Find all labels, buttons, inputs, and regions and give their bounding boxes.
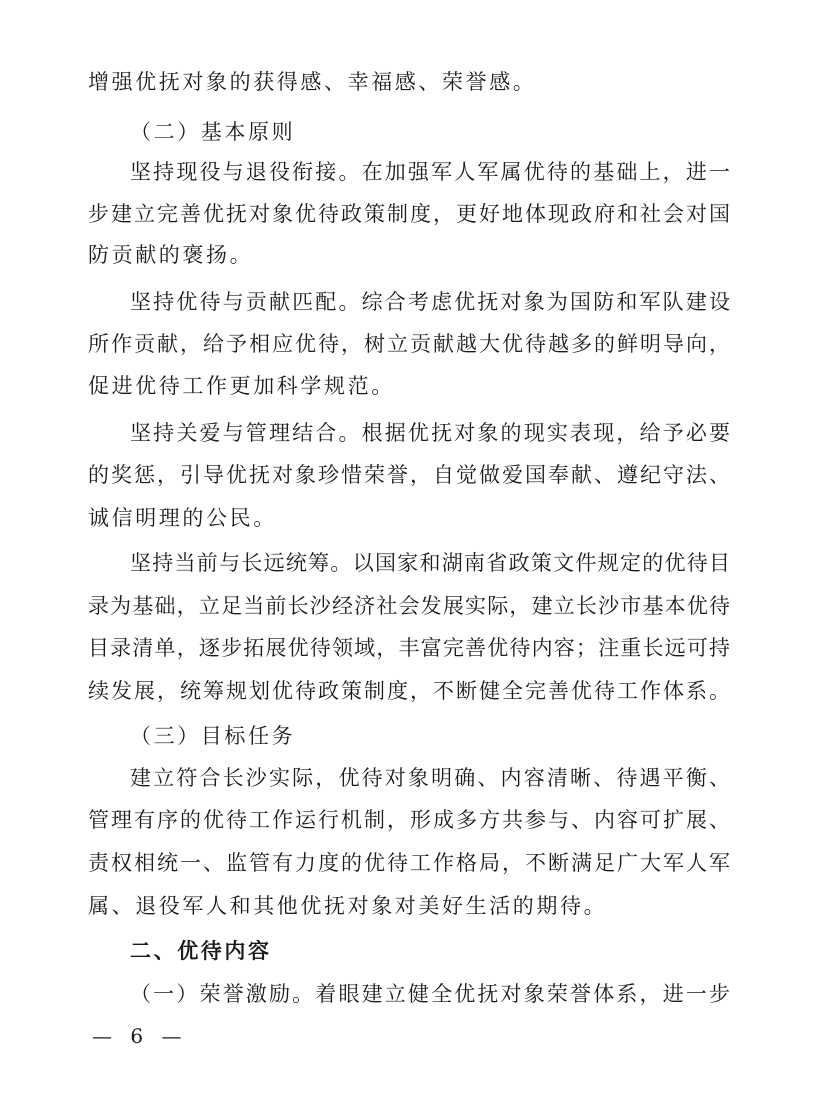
paragraph-line: 坚持优待与贡献匹配。综合考虑优抚对象为国防和军队建设 <box>130 290 730 314</box>
paragraph-line: 属、退役军人和其他优抚对象对美好生活的期待。 <box>88 894 608 918</box>
paragraph-line: 续发展，统筹规划优待政策制度，不断健全完善优待工作体系。 <box>88 679 730 703</box>
paragraph-line: 坚持当前与长远统筹。以国家和湖南省政策文件规定的优待目 <box>130 551 730 575</box>
paragraph-line: 步建立完善优抚对象优待政策制度，更好地体现政府和社会对国 <box>88 202 730 226</box>
chapter-heading-benefits: 二、优待内容 <box>130 939 272 963</box>
paragraph-line: 防贡献的褒扬。 <box>88 243 254 267</box>
paragraph-line: 增强优抚对象的获得感、幸福感、荣誉感。 <box>88 70 537 94</box>
paragraph-line: 录为基础，立足当前长沙经济社会发展实际，建立长沙市基本优待 <box>88 594 730 618</box>
paragraph-line: 所作贡献，给予相应优待，树立贡献越大优待越多的鲜明导向， <box>88 332 730 356</box>
paragraph-line: 坚持现役与退役衔接。在加强军人军属优待的基础上，进一 <box>130 160 730 184</box>
paragraph-line: （一）荣誉激励。着眼建立健全优抚对象荣誉体系，进一步 <box>130 982 730 1006</box>
paragraph-line: 管理有序的优待工作运行机制，形成多方共参与、内容可扩展、 <box>88 808 730 832</box>
section-heading-goals-tasks: （三）目标任务 <box>130 724 296 748</box>
paragraph-line: 建立符合长沙实际，优待对象明确、内容清晰、待遇平衡、 <box>130 766 730 790</box>
paragraph-line: 的奖惩，引导优抚对象珍惜荣誉，自觉做爱国奉献、遵纪守法、 <box>88 463 730 487</box>
paragraph-line: 目录清单，逐步拓展优待领域，丰富完善优待内容；注重长远可持 <box>88 636 730 660</box>
paragraph-line: 坚持关爱与管理结合。根据优抚对象的现实表现，给予必要 <box>130 421 730 445</box>
paragraph-line: 促进优待工作更加科学规范。 <box>88 374 395 398</box>
section-heading-basic-principles: （二）基本原则 <box>130 120 296 144</box>
paragraph-line: 责权相统一、监管有力度的优待工作格局，不断满足广大军人军 <box>88 851 730 875</box>
page-number: — 6 — <box>92 1024 188 1048</box>
paragraph-line: 诚信明理的公民。 <box>88 506 277 530</box>
